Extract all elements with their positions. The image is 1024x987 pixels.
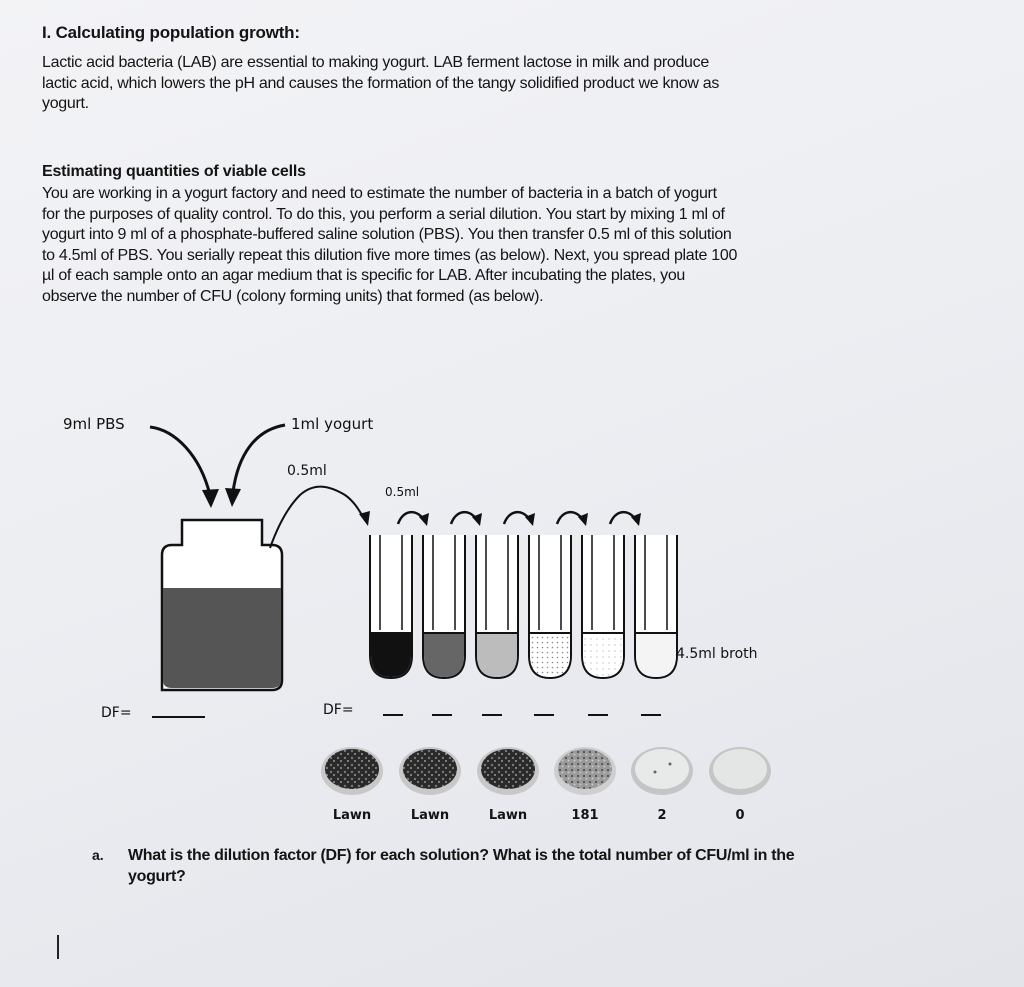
body-line: observe the number of CFU (colony forming units) that formed (as below). — [42, 287, 544, 305]
subheading: Estimating quantities of viable cells — [42, 163, 306, 180]
question-line: yogurt? — [128, 868, 186, 885]
plate-count-3: Lawn — [488, 808, 528, 823]
transfer-label-1: 0.5ml — [287, 463, 327, 479]
df-label-bottle: DF= — [101, 705, 132, 721]
section-heading: I. Calculating population growth: — [42, 23, 300, 42]
body-line: for the purposes of quality control. To do this, you perform a serial dilution. You start by mixing 1 ml of — [42, 205, 725, 223]
question-a — [128, 845, 794, 887]
plate-3 — [477, 747, 539, 795]
pbs-label: 9ml PBS — [63, 415, 125, 433]
df-label-tubes: DF= — [323, 702, 354, 718]
plate-5 — [631, 747, 693, 795]
pbs-arrow — [150, 427, 219, 508]
text-cursor — [57, 935, 59, 959]
plate-count-1: Lawn — [332, 808, 372, 823]
plate-count-5: 2 — [657, 808, 667, 823]
agar-plates — [321, 747, 771, 795]
tube-transfer-arrows — [398, 512, 636, 524]
yogurt-label: 1ml yogurt — [291, 415, 374, 433]
transfer-label-2: 0.5ml — [385, 485, 420, 499]
broth-label: 4.5ml broth — [676, 646, 758, 662]
plate-count-2: Lawn — [410, 808, 450, 823]
plate-count-4: 181 — [571, 808, 599, 823]
plate-4 — [554, 747, 616, 795]
yogurt-arrow — [225, 425, 285, 507]
body-line: to 4.5ml of PBS. You serially repeat this dilution five more times (as below). Next, you spread plate 100 — [42, 246, 738, 264]
intro-line: lactic acid, which lowers the pH and causes the formation of the tangy solidified product we know as — [42, 74, 720, 92]
body-line: µl of each sample onto an agar medium that is specific for LAB. After incubating the plates, you — [42, 267, 686, 284]
test-tubes — [370, 535, 677, 678]
transfer-line-bottle-to-tube — [270, 487, 365, 548]
intro-line: yogurt. — [42, 95, 89, 112]
plate-2 — [399, 747, 461, 795]
body-line: yogurt into 9 ml of a phosphate-buffered saline solution (PBS). You then transfer 0.5 ml of this solution — [42, 226, 732, 243]
body-line: You are working in a yogurt factory and need to estimate the number of bacteria in a batch of yogurt — [42, 185, 717, 202]
question-line: What is the dilution factor (DF) for each solution? What is the total number of CFU/ml in the — [128, 847, 795, 864]
plate-count-6: 0 — [735, 808, 745, 823]
plate-1 — [321, 747, 383, 795]
df-blanks — [152, 715, 661, 717]
question-marker: a. — [92, 847, 104, 863]
stock-bottle — [162, 520, 282, 690]
intro-line: Lactic acid bacteria (LAB) are essential to making yogurt. LAB ferment lactose in milk and produce — [42, 54, 709, 71]
plate-6 — [709, 747, 771, 795]
